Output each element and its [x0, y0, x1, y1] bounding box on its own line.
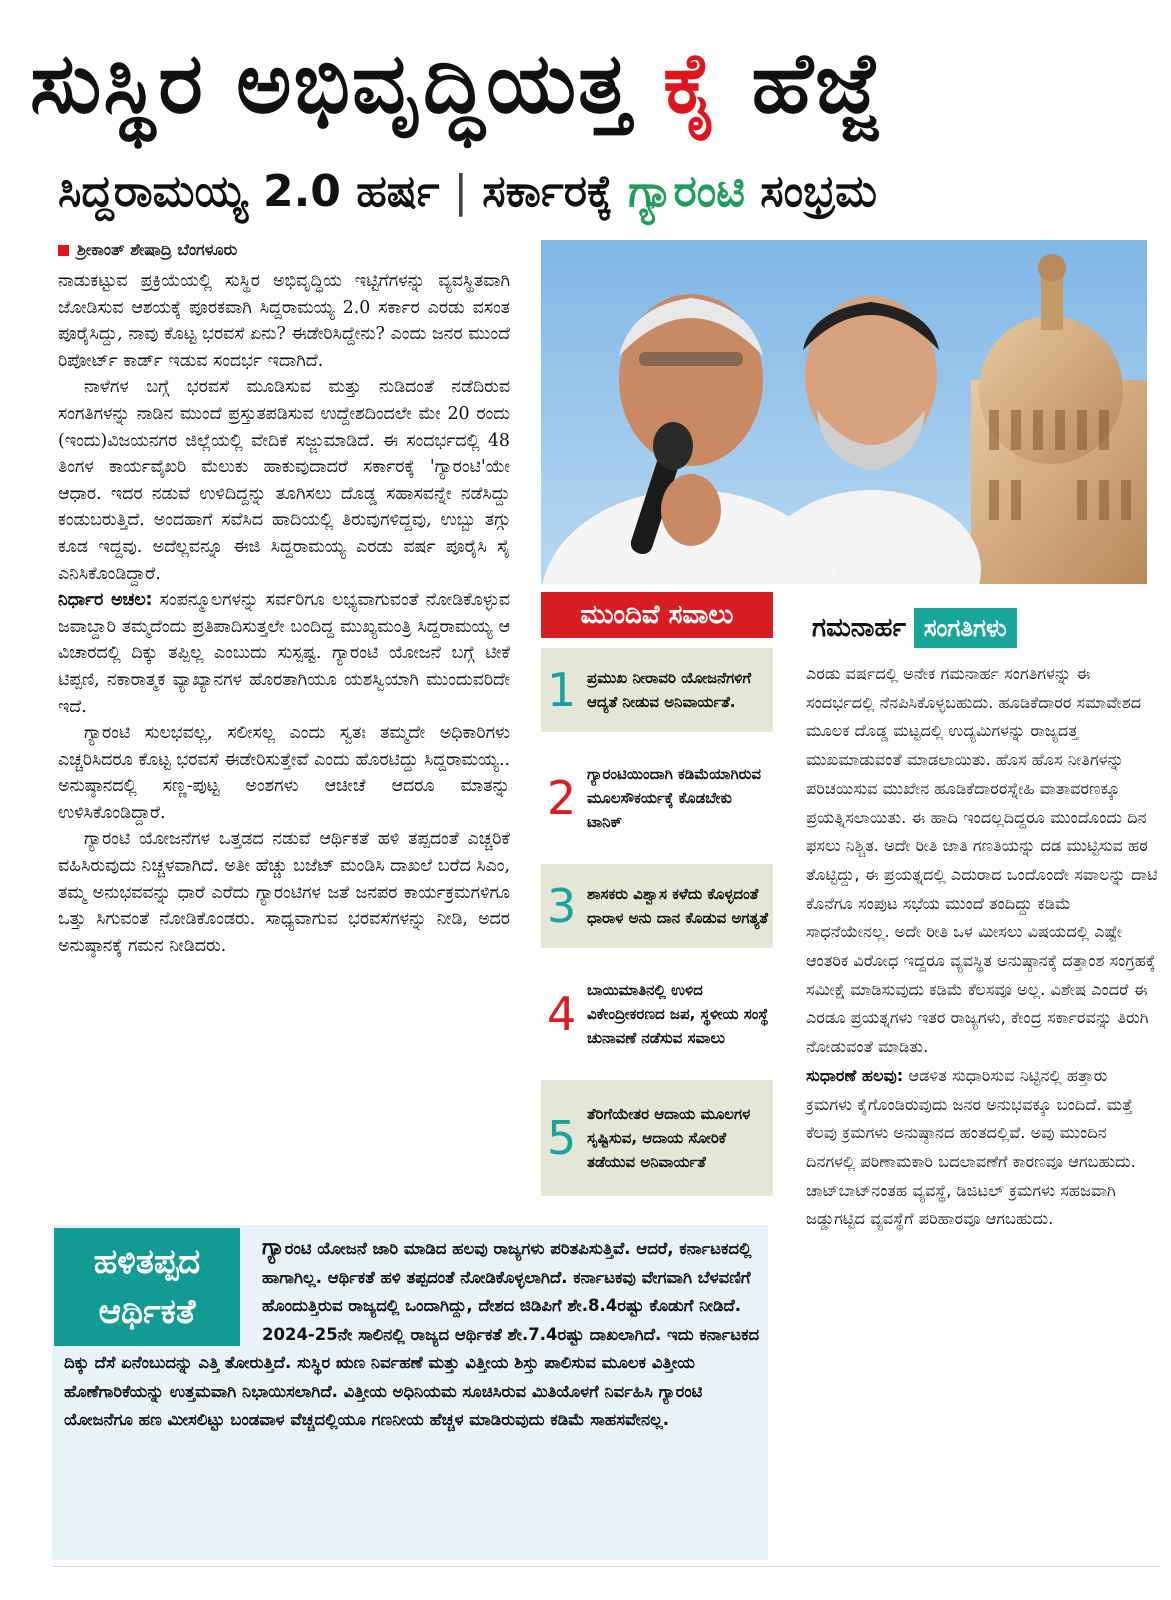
article-subhead-decision: ನಿರ್ಧಾರ ಅಚಲ:	[58, 590, 153, 611]
economy-title-line-1: ಹಳಿತಪ್ಪದ	[93, 1242, 201, 1282]
notable-title-teal: ಸಂಗತಿಗಳು	[914, 608, 1017, 648]
challenge-number: 5	[547, 1111, 577, 1165]
challenges-list	[541, 648, 773, 1204]
headline-part-1: ಸುಸ್ಥಿರ ಅಭಿವೃದ್ಧಿಯತ್ತ	[30, 34, 663, 132]
bottom-rule	[52, 1566, 1160, 1567]
headline-highlight: ಕೈ	[662, 34, 721, 132]
challenge-text: ಶಾಸಕರು ವಿಶ್ವಾಸ ಕಳೆದು ಕೊಳ್ಳದಂತೆ ಧಾರಾಳ ಅನು ದಾನ ಕೊಡುವ ಅಗತ್ಯತೆ	[587, 885, 769, 927]
challenge-item	[541, 864, 773, 948]
notable-title-black: ಗಮನಾರ್ಹ	[812, 613, 906, 643]
subhead-highlight: ಗ್ಯಾರಂಟಿ	[628, 166, 745, 217]
subhead-separator: |	[439, 166, 483, 217]
challenge-text: ಪ್ರಮುಖ ನೀರಾವರಿ ಯೋಜನೆಗಳಿಗೆ ಆದ್ಯತೆ ನೀಡುವ ಅನಿವಾರ್ಯತೆ.	[587, 669, 752, 711]
challenge-text: ಗ್ಯಾರಂಟಿಯಿಂದಾಗಿ ಕಡಿಮೆಯಾಗಿರುವ ಮೂಲಸೌಕರ್ಯಕ್ಕೆ ಕೊಡಬೇಕು ಟಾನಿಕ್	[587, 765, 761, 831]
article-paragraph-3-text: ಸಂಪನ್ಮೂಲಗಳನ್ನು ಸರ್ವರಿಗೂ ಲಭ್ಯವಾಗುವಂತೆ ನೋಡಿಕೊಳ್ಳುವ ಜವಾಬ್ದಾರಿ ತಮ್ಮದೆಂದು ಪ್ರತಿಪಾದಿಸುತ್ತಲೇ ಬಂದಿದ್ದ ಮುಖ್ಯಮಂತ್ರಿ ಸಿದ್ದರಾಮಯ್ಯ ಆ ವಿಚಾರದಲ್ಲಿ ದಿಕ್ಕು ತಪ್ಪಿಲ್ಲ ಎಂಬುದು ಸುಸ್ಪಷ್ಟ. ಗ್ಯಾರಂಟಿ ಯೋಜನೆ ಬಗ್ಗೆ ಟೀಕೆ ಟಿಪ್ಪಣಿ, ನಕಾರಾತ್ಮಕ ವ್ಯಾಖ್ಯಾನಗಳ ಹೊರತಾಗಿಯೂ ಯಶಸ್ವಿಯಾಗಿ ಮುಂದುವರಿದೇ ಇದೆ.	[58, 590, 511, 717]
main-article-column	[58, 268, 510, 959]
challenge-number: 3	[547, 879, 577, 933]
article-paragraph-4: ಗ್ಯಾರಂಟಿ ಸುಲಭವಲ್ಲ, ಸಲೀಸಲ್ಲ ಎಂದು ಸ್ವತಃ ತಮ್ಮದೇ ಅಧಿಕಾರಿಗಳು ಎಚ್ಚರಿಸಿದರೂ ಕೊಟ್ಟ ಭರವಸೆ ಈಡೇರಿಸುತ್ತೇವೆ ಎಂದು ಹೊರಟಿದ್ದು ಸಿದ್ದರಾಮಯ್ಯ.. ಅನುಷ್ಠಾನದಲ್ಲಿ ಸಣ್ಣ-ಪುಟ್ಟ ಅಂಶಗಳು ಆಚೀಚೆ ಆದರೂ ಮಾತನ್ನು ಉಳಿಸಿಕೊಂಡಿದ್ದಾರೆ.	[58, 723, 510, 823]
challenge-number: 4	[547, 987, 577, 1041]
subhead-part-2: ಸರ್ಕಾರಕ್ಕೆ	[482, 166, 629, 217]
subhead-part-1: ಸಿದ್ದರಾಮಯ್ಯ 2.0 ಹರ್ಷ	[58, 166, 440, 217]
notable-paragraph-1: ಎರಡು ವರ್ಷದಲ್ಲಿ ಅನೇಕ ಗಮನಾರ್ಹ ಸಂಗತಿಗಳನ್ನು ಈ ಸಂದರ್ಭದಲ್ಲಿ ನೆನಪಿಸಿಕೊಳ್ಳಬಹುದು. ಹೂಡಿಕೆದಾರರ ಸಮಾವೇಶದ ಮೂಲಕ ದೊಡ್ಡ ಮಟ್ಟದಲ್ಲಿ ಉದ್ಯಮಿಗಳನ್ನು ರಾಜ್ಯದತ್ತ ಮುಖಮಾಡುವಂತೆ ಮಾಡಲಾಯಿತು. ಹೊಸ ಹೊಸ ನೀತಿಗಳನ್ನು ಪರಿಚಯಿಸುವ ಮುಖೇನ ಹೂಡಿಕೆದಾರರಸ್ನೇಹಿ ವಾತಾವರಣಕ್ಕೂ ಪ್ರಯತ್ನಿಸಲಾಯಿತು. ಈ ಹಾದಿ ಇಂದಲ್ಲದಿದ್ದರೂ ಮುಂದೊಂದು ದಿನ ಫಸಲು ನಿಶ್ಚಿತ. ಅದೇ ರೀತಿ ಜಾತಿ ಗಣತಿಯನ್ನು ದಡ ಮುಟ್ಟಿಸುವ ಹಠ ತೊಟ್ಟಿದ್ದು, ಈ ಪ್ರಯತ್ನದಲ್ಲಿ ಎದುರಾದ ಒಂದೊಂದೇ ಸವಾಲನ್ನು ದಾಟಿ ಕೊನೆಗೂ ಸಂಪುಟ ಸಭೆಯ ಮುಂದೆ ತಂದಿದ್ದು ಕಡಿಮೆ ಸಾಧನೆಯೇನಲ್ಲ. ಅದೇ ರೀತಿ ಒಳ ಮೀಸಲು ವಿಷಯದಲ್ಲಿ ಎಷ್ಟೇ ಆಂತರಿಕ ವಿರೋಧ ಇದ್ದರೂ ವ್ಯವಸ್ಥಿತ ಅನುಷ್ಠಾನಕ್ಕೆ ದತ್ತಾಂಶ ಸಂಗ್ರಹಕ್ಕೆ ಸಮೀಕ್ಷೆ ಮಾಡಿಸುವುದು ಕಡಿಮೆ ಕೆಲಸವೂ ಅಲ್ಲ. ವಿಶೇಷ ಎಂದರೆ ಈ ಎರಡೂ ಪ್ರಯತ್ನಗಳು ಇತರ ರಾಜ್ಯಗಳು, ಕೇಂದ್ರ ಸರ್ಕಾರವನ್ನು ತಿರುಗಿ ನೋಡುವಂತೆ ಮಾಡಿತು.	[806, 664, 1158, 1057]
notable-facts-title	[804, 608, 1017, 648]
leaders-photo-illustration	[541, 240, 1147, 584]
notable-paragraph-2-text: ಆಡಳಿತ ಸುಧಾರಿಸುವ ನಿಟ್ಟಿನಲ್ಲಿ ಹತ್ತಾರು ಕ್ರಮಗಳು ಕೈಗೊಂಡಿರುವುದು ಜನರ ಅನುಭವಕ್ಕೂ ಬಂದಿದೆ. ಮತ್ತೆ ಕೆಲವು ಕ್ರಮಗಳು ಅನುಷ್ಠಾನದ ಹಂತದಲ್ಲಿವೆ. ಅವು ಮುಂದಿನ ದಿನಗಳಲ್ಲಿ ಪರಿಣಾಮಕಾರಿ ಬದಲಾವಣೆಗೆ ಕಾರಣವೂ ಆಗಬಹುದು. ಚಾಟ್‌ಬಾಟ್‌ನಂತಹ ವ್ಯವಸ್ಥೆ, ಡಿಜಿಟಲ್ ಕ್ರಮಗಳು ಸಹಜವಾಗಿ ಜಡ್ಡುಗಟ್ಟಿದ ವ್ಯವಸ್ಥೆಗೆ ಪರಿಹಾರವೂ ಆಗಬಹುದು.	[806, 1065, 1136, 1229]
notable-subhead-reforms: ಸುಧಾರಣೆ ಹಲವು:	[806, 1065, 904, 1085]
notable-paragraph-2	[806, 1062, 1158, 1234]
economy-dropcap: ಗ್ಯಾ	[262, 1235, 285, 1260]
notable-facts-column	[806, 660, 1158, 1234]
challenge-text: ತೆರಿಗೆಯೇತರ ಆದಾಯ ಮೂಲಗಳ ಸೃಷ್ಟಿಸುವ, ಆದಾಯ ಸೋರಿಕೆ ತಡೆಯುವ ಅನಿವಾರ್ಯತೆ	[587, 1105, 751, 1171]
challenge-item	[541, 1080, 773, 1196]
article-paragraph-3	[58, 587, 510, 720]
subheadline	[58, 160, 1158, 224]
challenges-title: ಮುಂದಿವೆ ಸವಾಲು	[541, 592, 773, 638]
article-paragraph-1: ನಾಡುಕಟ್ಟುವ ಪ್ರಕ್ರಿಯೆಯಲ್ಲಿ ಸುಸ್ಥಿರ ಅಭಿವೃದ್ಧಿಯ ಇಟ್ಟಿಗೆಗಳನ್ನು ವ್ಯವಸ್ಥಿತವಾಗಿ ಜೋಡಿಸುವ ಆಶಯಕ್ಕೆ ಪೂರಕವಾಗಿ ಸಿದ್ದರಾಮಯ್ಯ 2.0 ಸರ್ಕಾರ ಎರಡು ವಸಂತ ಪೂರೈಸಿದ್ದು, ನಾವು ಕೊಟ್ಟ ಭರವಸೆ ಏನು? ಈಡೇರಿಸಿದ್ದೇನು? ಎಂದು ಜನರ ಮುಂದೆ ರಿಪೋರ್ಟ್ ಕಾರ್ಡ್ ಇಡುವ ಸಂದರ್ಭ ಇದಾಗಿದೆ.	[58, 271, 510, 371]
challenge-item	[541, 956, 773, 1072]
economy-title-line-2: ಆರ್ಥಿಕತೆ	[98, 1292, 196, 1332]
byline-square-icon	[58, 245, 69, 256]
challenge-number: 2	[547, 771, 577, 825]
article-paragraph-5: ಗ್ಯಾರಂಟಿ ಯೋಜನೆಗಳ ಒತ್ತಡದ ನಡುವೆ ಆರ್ಥಿಕತೆ ಹಳಿ ತಪ್ಪದಂತೆ ಎಚ್ಚರಿಕೆ ವಹಿಸಿರುವುದು ನಿಚ್ಚಳವಾಗಿದೆ. ಅತೀ ಹೆಚ್ಚು ಬಜೆಟ್ ಮಂಡಿಸಿ ದಾಖಲೆ ಬರೆದ ಸಿಎಂ, ತಮ್ಮ ಅನುಭವವನ್ನು ಧಾರೆ ಎರೆದು ಗ್ಯಾರಂಟಿಗಳ ಜತೆ ಜನಪರ ಕಾರ್ಯಕ್ರಮಗಳಿಗೂ ಒತ್ತು ಸಿಗುವಂತೆ ನೋಡಿಕೊಂಡರು. ಸಾಧ್ಯವಾಗುವ ಭರವಸೆಗಳನ್ನು ನೀಡಿ, ಅದರ ಅನುಷ್ಠಾನಕ್ಕೆ ಗಮನ ನೀಡಿದರು.	[58, 829, 510, 956]
challenge-item	[541, 740, 773, 856]
economy-text-spacer	[64, 1234, 262, 1346]
economy-box-text	[64, 1234, 760, 1435]
byline-text: ಶ್ರೀಕಾಂತ್ ಶೇಷಾದ್ರಿ ಬೆಂಗಳೂರು	[77, 240, 238, 259]
challenge-text: ಬಾಯಿಮಾತಿನಲ್ಲಿ ಉಳಿದ ವಿಕೇಂದ್ರೀಕರಣದ ಜಪ, ಸ್ಥಳೀಯ ಸಂಸ್ಥೆ ಚುನಾವಣೆ ನಡೆಸುವ ಸವಾಲು	[587, 981, 769, 1047]
byline	[58, 240, 237, 260]
challenge-number: 1	[547, 663, 577, 717]
challenge-item	[541, 648, 773, 732]
headline	[30, 8, 1160, 158]
article-paragraph-2: ನಾಳೆಗಳ ಬಗ್ಗೆ ಭರವಸೆ ಮೂಡಿಸುವ ಮತ್ತು ನುಡಿದಂತೆ ನಡೆದಿರುವ ಸಂಗತಿಗಳನ್ನು ನಾಡಿನ ಮುಂದೆ ಪ್ರಸ್ತುತಪಡಿಸುವ ಉದ್ದೇಶದಿಂದಲೇ ಮೇ 20 ರಂದು (ಇಂದು)ವಿಜಯನಗರ ಜಿಲ್ಲೆಯಲ್ಲಿ ವೇದಿಕೆ ಸಜ್ಜುಮಾಡಿದೆ. ಈ ಸಂದರ್ಭದಲ್ಲಿ 48 ತಿಂಗಳ ಕಾರ್ಯವೈಖರಿ ಮೆಲುಕು ಹಾಕುವುದಾದರೆ ಸರ್ಕಾರಕ್ಕೆ 'ಗ್ಯಾರಂಟಿ'ಯೇ ಆಧಾರ. ಇದರ ನಡುವೆ ಉಳಿದಿದ್ದನ್ನು ತೂಗಿಸಲು ದೊಡ್ಡ ಸಹಾಸವನ್ನೇ ನಡೆಸಿದ್ದು ಕಂಡುಬರುತ್ತಿದೆ. ಅಂದಹಾಗೆ ಸವೆಸಿದ ಹಾದಿಯಲ್ಲಿ ತಿರುವುಗಳಿದ್ದವು, ಉಬ್ಬು ತಗ್ಗು ಕೂಡ ಇದ್ದವು. ಅದೆಲ್ಲವನ್ನೂ ಈಜಿ ಸಿದ್ದರಾಮಯ್ಯ ಎರಡು ವರ್ಷ ಪೂರೈಸಿ ಸೈ ಎನಿಸಿಕೊಂಡಿದ್ದಾರೆ.	[58, 377, 510, 584]
headline-part-3: ಹೆಜ್ಜೆ	[720, 34, 883, 132]
leaders-photo	[541, 240, 1147, 584]
economy-body: ರಂಟಿ ಯೋಜನೆ ಜಾರಿ ಮಾಡಿದ ಹಲವು ರಾಜ್ಯಗಳು ಪರಿತಪಿಸುತ್ತಿವೆ. ಆದರೆ, ಕರ್ನಾಟಕದಲ್ಲಿ ಹಾಗಾಗಿಲ್ಲ. ಆರ್ಥಿಕತೆ ಹಳಿ ತಪ್ಪದಂತೆ ನೋಡಿಕೊಳ್ಳಲಾಗಿದೆ. ಕರ್ನಾಟಕವು ವೇಗವಾಗಿ ಬೆಳವಣಿಗೆ ಹೊಂದುತ್ತಿರುವ ರಾಜ್ಯದಲ್ಲಿ ಒಂದಾಗಿದ್ದು, ದೇಶದ ಜಿಡಿಪಿಗೆ ಶೇ.8.4ರಷ್ಟು ಕೊಡುಗೆ ನೀಡಿದೆ. 2024-25ನೇ ಸಾಲಿನಲ್ಲಿ ರಾಜ್ಯದ ಆರ್ಥಿಕತೆ ಶೇ.7.4ರಷ್ಟು ದಾಖಲಾಗಿದೆ. ಇದು ಕರ್ನಾಟಕದ ದಿಕ್ಕು ದೆಸೆ ಏನೆಂಬುದನ್ನು ಎತ್ತಿ ತೋರುತ್ತಿದೆ. ಸುಸ್ಥಿರ ಋಣ ನಿರ್ವಹಣೆ ಮತ್ತು ವಿತ್ತೀಯ ಶಿಸ್ತು ಪಾಲಿಸುವ ಮೂಲಕ ವಿತ್ತೀಯ ಹೊಣೆಗಾರಿಕೆಯನ್ನು ಉತ್ತಮವಾಗಿ ನಿಭಾಯಿಸಲಾಗಿದೆ. ವಿತ್ತೀಯ ಅಧಿನಿಯಮ ಸೂಚಿಸಿರುವ ಮಿತಿಯೊಳಗೆ ನಿರ್ವಹಿಸಿ ಗ್ಯಾರಂಟಿ ಯೋಜನೆಗೂ ಹಣ ಮೀಸಲಿಟ್ಟು ಬಂಡವಾಳ ವೆಚ್ಚದಲ್ಲಿಯೂ ಗಣನೀಯ ಹೆಚ್ಚಳ ಮಾಡಿರುವುದು ಕಡಿಮೆ ಸಾಹಸವೇನಲ್ಲ.	[64, 1239, 760, 1429]
subhead-part-4: ಸಂಭ್ರಮ	[744, 166, 877, 217]
